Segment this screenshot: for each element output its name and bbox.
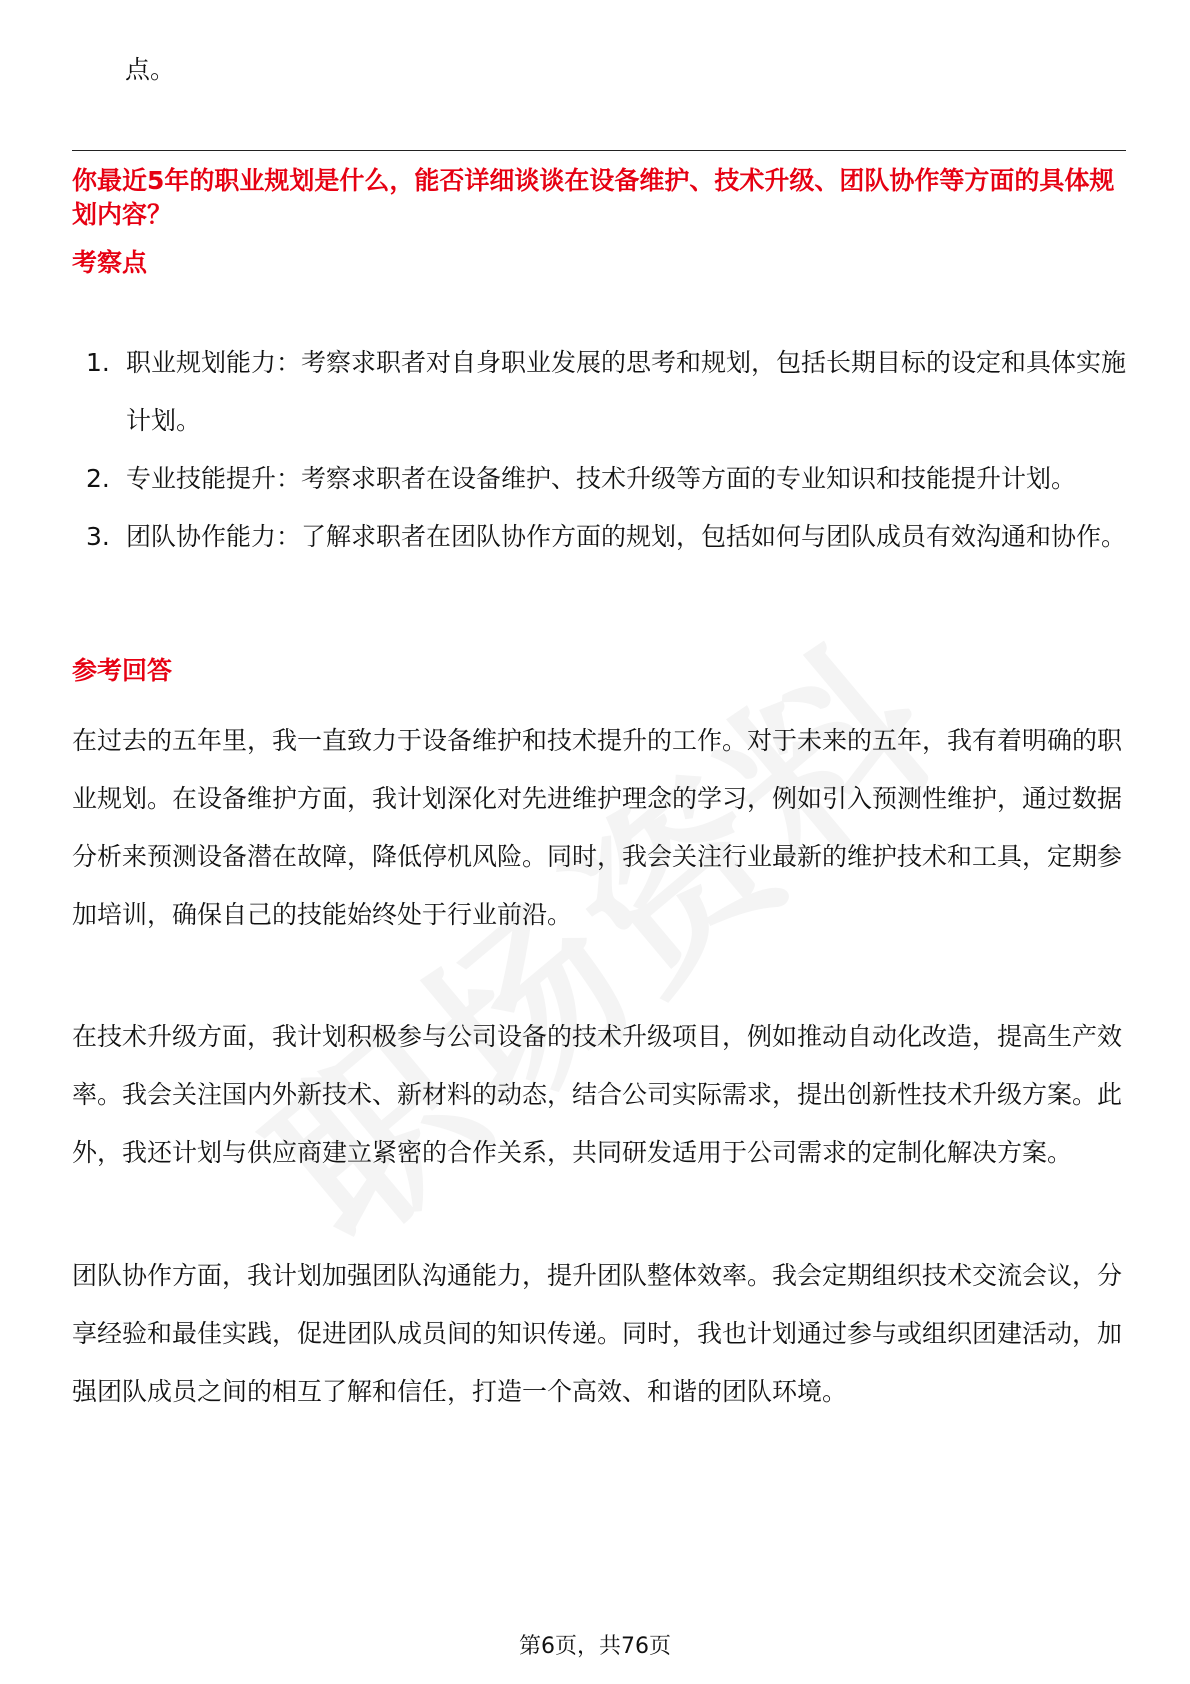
list-item-text: 团队协作能力：了解求职者在团队协作方面的规划，包括如何与团队成员有效沟通和协作。: [126, 522, 1127, 551]
answer-paragraph: 团队协作方面，我计划加强团队沟通能力，提升团队整体效率。我会定期组织技术交流会议，分享经验和最佳实践，促进团队成员间的知识传递。同时，我也计划通过参与或组织团建活动，加强团队成员之间的相互了解和信任，打造一个高效、和谐的团队环境。: [72, 1261, 1123, 1406]
question-title: 你最近5年的职业规划是什么，能否详细谈谈在设备维护、技术升级、团队协作等方面的具体规划内容？: [72, 166, 1115, 229]
answer-heading: 参考回答: [72, 656, 173, 685]
list-item-number: 3.: [86, 522, 110, 551]
list-item-text: 专业技能提升：考察求职者在设备维护、技术升级等方面的专业知识和技能提升计划。: [126, 464, 1077, 493]
continuation-text: 点。: [125, 55, 176, 84]
list-item-number: 1.: [86, 348, 110, 377]
points-heading: 考察点: [72, 248, 148, 277]
answer-paragraph: 在过去的五年里，我一直致力于设备维护和技术提升的工作。对于未来的五年，我有着明确的职业规划。在设备维护方面，我计划深化对先进维护理念的学习，例如引入预测性维护，通过数据分析来预测设备潜在故障，降低停机风险。同时，我会关注行业最新的维护技术和工具，定期参加培训，确保自己的技能始终处于行业前沿。: [72, 726, 1123, 929]
points-list: [72, 334, 1126, 566]
list-item: [72, 508, 1126, 566]
list-item-number: 2.: [86, 464, 110, 493]
list-item: [72, 450, 1126, 508]
answer-paragraph: 在技术升级方面，我计划积极参与公司设备的技术升级项目，例如推动自动化改造，提高生产效率。我会关注国内外新技术、新材料的动态，结合公司实际需求，提出创新性技术升级方案。此外，我还计划与供应商建立紧密的合作关系，共同研发适用于公司需求的定制化解决方案。: [72, 1022, 1123, 1167]
divider: [72, 150, 1126, 151]
page-footer: 第6页，共76页: [519, 1634, 671, 1659]
list-item: [72, 334, 1126, 450]
list-item-text: 职业规划能力：考察求职者对自身职业发展的思考和规划，包括长期目标的设定和具体实施计划。: [126, 348, 1127, 435]
